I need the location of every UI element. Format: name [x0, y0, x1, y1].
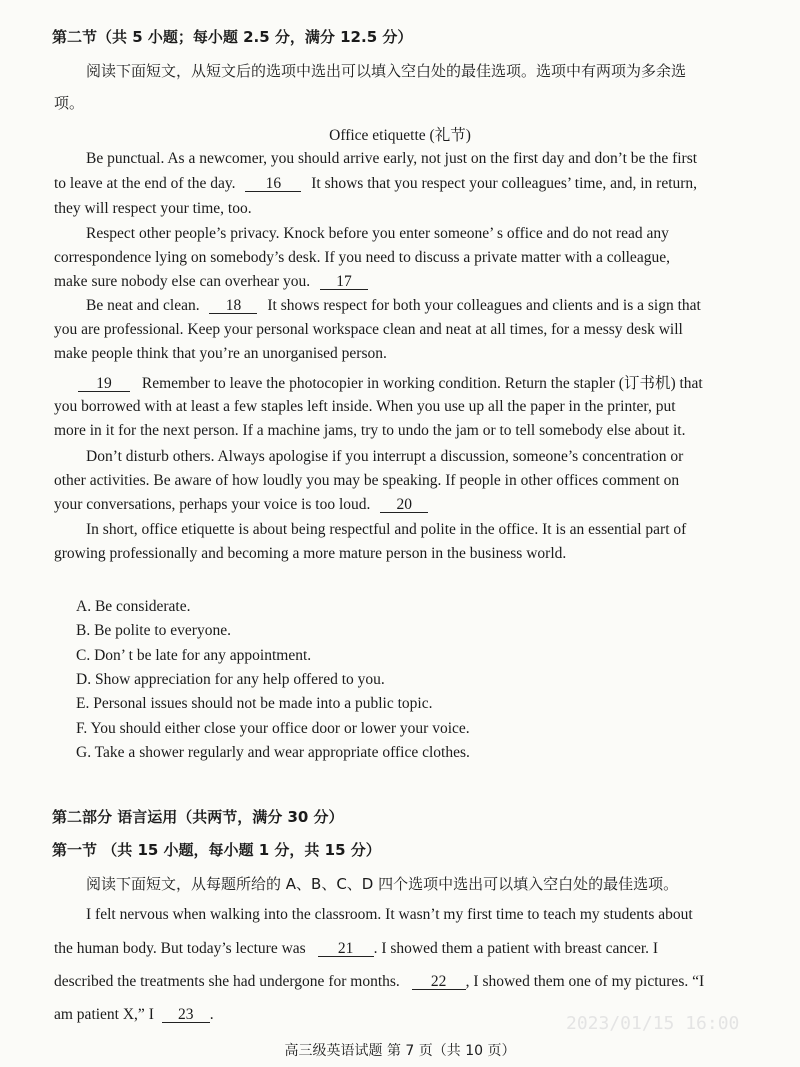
- p1-line3: they will respect your time, too.: [54, 200, 252, 217]
- part2-instruction: 阅读下面短文，从每题所给的 A、B、C、D 四个选项中选出可以填入空白处的最佳选项。: [86, 875, 679, 893]
- part2-line1: I felt nervous when walking into the classroom. It wasn’t my first time to teach my students about: [86, 906, 693, 923]
- blank-19: 19: [78, 376, 130, 392]
- section2-instruction-line1: 阅读下面短文，从短文后的选项中选出可以填入空白处的最佳选项。选项中有两项为多余选: [86, 62, 687, 80]
- p5-line3: your conversations, perhaps your voice is too loud. 20: [54, 496, 428, 514]
- part2-section1-heading: 第一节 （共 15 小题，每小题 1 分，共 15 分）: [52, 841, 381, 859]
- p4-line3: more in it for the next person. If a machine jams, try to undo the jam or to tell somebody else about it.: [54, 422, 686, 439]
- p3-line1: Be neat and clean. 18 It shows respect for both your colleagues and clients and is a sign that: [86, 297, 701, 314]
- blank-23: 23: [162, 1007, 210, 1023]
- p5-line2: other activities. Be aware of how loudly you may be speaking. If people in other offices comment on: [54, 472, 680, 489]
- part2-line4: am patient X,” I 23 .: [54, 1006, 214, 1023]
- part2-line2: the human body. But today’s lecture was 21 . I showed them a patient with breast cancer. I: [54, 940, 659, 957]
- section2-instruction-line2: 项。: [54, 94, 85, 112]
- p2-line2: correspondence lying on somebody’s desk. If you need to discuss a private matter with a colleague,: [54, 249, 670, 266]
- p2-line1: Respect other people’s privacy. Knock before you enter someone’ s office and do not read any: [86, 225, 669, 242]
- part2-heading: 第二部分 语言运用（共两节，满分 30 分）: [52, 808, 344, 826]
- p4-line1: 19 Remember to leave the photocopier in working condition. Return the stapler (订书机) that: [78, 371, 703, 393]
- option-b: B. Be polite to everyone.: [76, 622, 231, 639]
- blank-22: 22: [412, 974, 466, 990]
- blank-17: 17: [320, 274, 368, 290]
- blank-18: 18: [209, 298, 257, 314]
- p4-line2: you borrowed with at least a few staples left inside. When you use up all the paper in the printer, put: [54, 398, 676, 415]
- option-f: F. You should either close your office door or lower your voice.: [76, 720, 470, 737]
- p5-line1: Don’t disturb others. Always apologise if you interrupt a discussion, someone’s concentration or: [86, 448, 684, 465]
- p3-line2: you are professional. Keep your personal workspace clean and neat at all times, for a messy desk will: [54, 321, 683, 338]
- p1-line2: to leave at the end of the day. 16 It shows that you respect your colleagues’ time, and, in return,: [54, 175, 698, 192]
- passage-title: Office etiquette (礼节): [329, 127, 471, 144]
- page-footer: 高三级英语试题 第 7 页（共 10 页）: [284, 1043, 516, 1059]
- p1-line1: Be punctual. As a newcomer, you should arrive early, not just on the first day and don’t be the first: [86, 150, 698, 167]
- option-g: G. Take a shower regularly and wear appropriate office clothes.: [76, 744, 470, 761]
- option-d: D. Show appreciation for any help offered to you.: [76, 671, 385, 688]
- section2-heading: 第二节（共 5 小题；每小题 2.5 分，满分 12.5 分）: [52, 28, 413, 46]
- option-a: A. Be considerate.: [76, 598, 191, 615]
- blank-20: 20: [380, 497, 428, 513]
- blank-21: 21: [318, 941, 374, 957]
- part2-line3: described the treatments she had undergone for months. 22 , I showed them one of my pictures. “I: [54, 973, 705, 990]
- timestamp-watermark: 2023/01/15 16:00: [566, 1013, 740, 1034]
- blank-16: 16: [245, 176, 301, 192]
- p6-line2: growing professionally and becoming a more mature person in the business world.: [54, 545, 567, 562]
- p2-line3: make sure nobody else can overhear you. 17: [54, 273, 368, 291]
- option-e: E. Personal issues should not be made into a public topic.: [76, 695, 433, 712]
- p6-line1: In short, office etiquette is about being respectful and polite in the office. It is an essential part of: [86, 521, 687, 538]
- p3-line3: make people think that you’re an unorganised person.: [54, 345, 387, 362]
- option-c: C. Don’ t be late for any appointment.: [76, 647, 312, 664]
